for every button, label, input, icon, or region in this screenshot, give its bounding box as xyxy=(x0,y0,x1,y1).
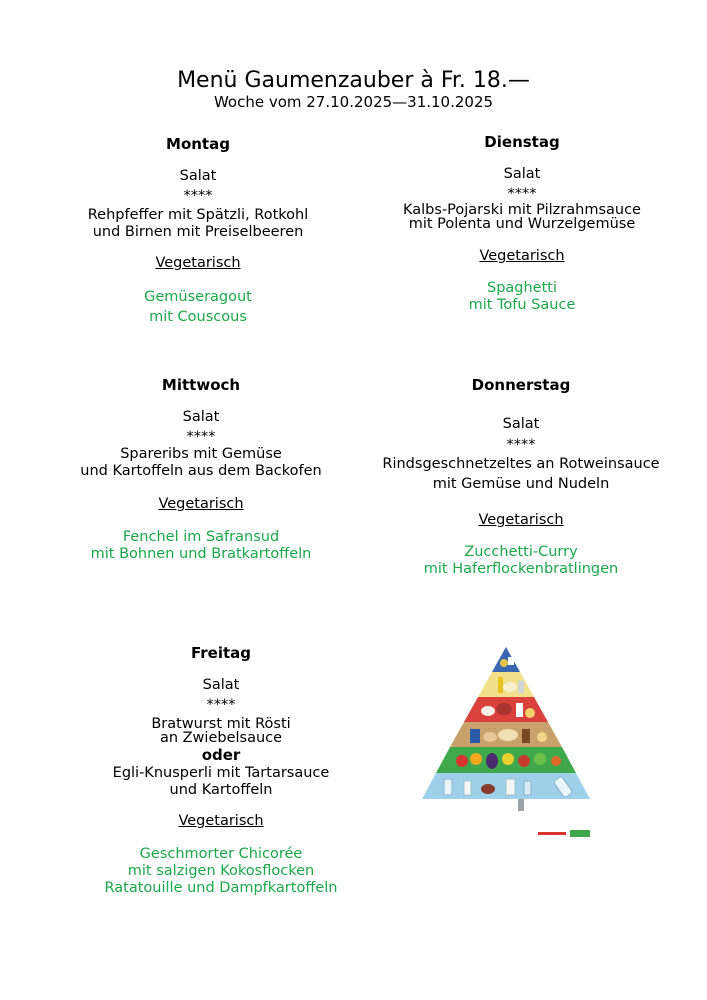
main-dish-line: mit Gemüse und Nudeln xyxy=(432,476,610,492)
or-label: oder xyxy=(201,746,241,764)
day-monday xyxy=(38,135,358,327)
day-name: Freitag xyxy=(190,644,252,662)
separator: **** xyxy=(183,188,213,204)
alt-dish-line: Egli-Knusperli mit Tartarsauce xyxy=(112,765,330,781)
day-thursday xyxy=(361,376,681,578)
separator: **** xyxy=(507,186,537,202)
week-range: Woche vom 27.10.2025—31.10.2025 xyxy=(213,93,494,111)
veg-dish-line: mit salzigen Kokosflocken xyxy=(127,863,315,879)
veg-dish-line: Spaghetti xyxy=(486,280,557,296)
alt-dish-line: und Kartoffeln xyxy=(169,782,273,798)
salad: Salat xyxy=(179,168,217,184)
vegetarian-label: Vegetarisch xyxy=(155,255,241,271)
separator: **** xyxy=(206,697,236,713)
veg-dish-line: mit Couscous xyxy=(149,309,247,325)
day-name: Donnerstag xyxy=(471,376,571,394)
day-name: Mittwoch xyxy=(161,376,241,394)
vegetarian-label: Vegetarisch xyxy=(158,496,244,512)
day-wednesday xyxy=(41,376,361,563)
vegetarian-label: Vegetarisch xyxy=(479,248,565,264)
veg-dish-line: Gemüseragout xyxy=(144,289,252,305)
veg-dish-line: mit Haferflockenbratlingen xyxy=(423,561,619,577)
main-dish-line: an Zwiebelsauce xyxy=(159,730,283,746)
veg-dish-line: mit Bohnen und Bratkartoffeln xyxy=(90,546,312,562)
day-name: Dienstag xyxy=(484,133,560,151)
salad: Salat xyxy=(503,166,541,182)
vegetarian-label: Vegetarisch xyxy=(478,512,564,528)
menu-title: Menü Gaumenzauber à Fr. 18.— xyxy=(177,68,530,93)
food-pyramid-icon xyxy=(418,645,594,842)
day-tuesday xyxy=(362,133,682,314)
main-dish-line: mit Polenta und Wurzelgemüse xyxy=(408,216,636,232)
veg-dish-line: mit Tofu Sauce xyxy=(468,297,576,313)
main-dish-line: Kalbs-Pojarski mit Pilzrahmsauce xyxy=(403,202,641,218)
veg-dish-line: Ratatouille und Dampfkartoffeln xyxy=(104,880,338,896)
salad: Salat xyxy=(502,416,540,432)
veg-dish-line: Fenchel im Safransud xyxy=(122,529,280,545)
main-dish-line: Rehpfeffer mit Spätzli, Rotkohl xyxy=(87,207,309,223)
main-dish-line: und Birnen mit Preiselbeeren xyxy=(92,224,304,240)
main-dish-line: und Kartoffeln aus dem Backofen xyxy=(80,463,322,479)
separator: **** xyxy=(506,437,536,453)
salad: Salat xyxy=(182,409,220,425)
veg-dish-line: Geschmorter Chicorée xyxy=(139,846,303,862)
vegetarian-label: Vegetarisch xyxy=(178,813,264,829)
salad: Salat xyxy=(202,677,240,693)
main-dish-line: Bratwurst mit Rösti xyxy=(151,716,291,732)
day-name: Montag xyxy=(166,135,230,153)
main-dish-line: Rindsgeschnetzeltes an Rotweinsauce xyxy=(382,456,660,472)
day-friday xyxy=(61,644,381,897)
separator: **** xyxy=(186,429,216,445)
main-dish-line: Spareribs mit Gemüse xyxy=(120,446,282,462)
veg-dish-line: Zucchetti-Curry xyxy=(464,544,578,560)
